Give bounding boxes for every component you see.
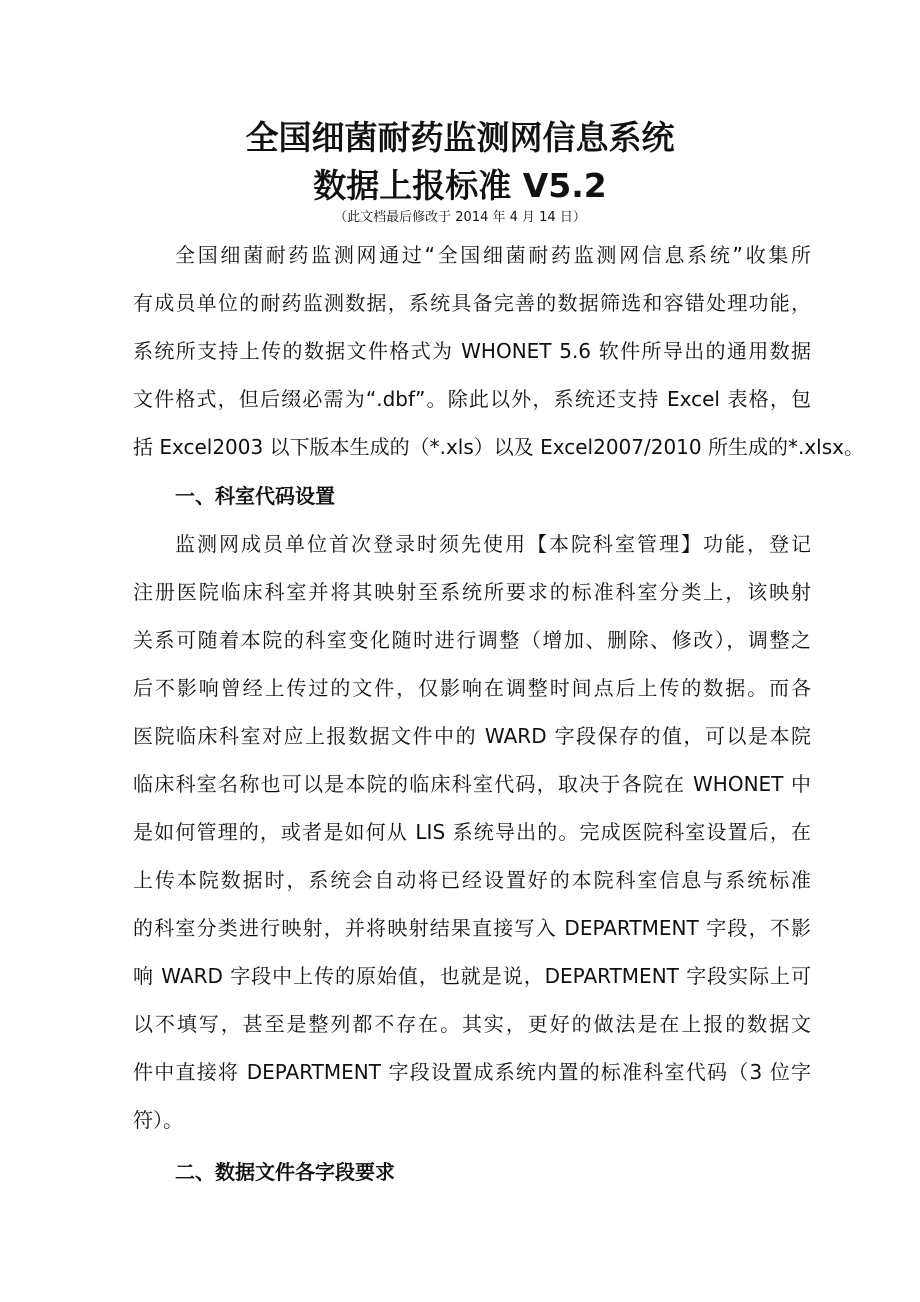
paragraph-line: 是如何管理的，或者是如何从 LIS 系统导出的。完成医院科室设置后，在	[133, 820, 811, 844]
paragraph-line: 有成员单位的耐药监测数据，系统具备完善的数据筛选和容错处理功能，	[133, 291, 811, 315]
paragraph-line: 的科室分类进行映射，并将映射结果直接写入 DEPARTMENT 字段，不影	[133, 916, 811, 940]
paragraph-line: 系统所支持上传的数据文件格式为 WHONET 5.6 软件所导出的通用数据	[133, 339, 811, 363]
paragraph-line: 件中直接将 DEPARTMENT 字段设置成系统内置的标准科室代码（3 位字	[133, 1060, 811, 1084]
document-title: 全国细菌耐药监测网信息系统	[245, 118, 675, 157]
department-paragraph	[133, 520, 811, 1144]
document-modified-date: （此文档最后修改于 2014 年 4 月 14 日）	[334, 210, 586, 225]
paragraph-line: 上传本院数据时，系统会自动将已经设置好的本院科室信息与系统标准	[133, 868, 811, 892]
intro-paragraph	[133, 231, 864, 471]
paragraph-line: 临床科室名称也可以是本院的临床科室代码，取决于各院在 WHONET 中	[133, 772, 811, 796]
document-title-version: 数据上报标准 V5.2	[313, 166, 607, 205]
paragraph-line: 后不影响曾经上传过的文件，仅影响在调整时间点后上传的数据。而各	[133, 676, 811, 700]
paragraph-line: 文件格式，但后缀必需为“.dbf”。除此以外，系统还支持 Excel 表格，包	[133, 387, 811, 411]
paragraph-line: 响 WARD 字段中上传的原始值，也就是说，DEPARTMENT 字段实际上可	[133, 964, 811, 988]
paragraph-line: 以不填写，甚至是整列都不存在。其实，更好的做法是在上报的数据文	[133, 1012, 811, 1036]
paragraph-line: 括 Excel2003 以下版本生成的（*.xls）以及 Excel2007/2010 所生成的*.xlsx。	[133, 435, 864, 459]
paragraph-line: 全国细菌耐药监测网通过“全国细菌耐药监测网信息系统”收集所	[175, 243, 811, 267]
section-heading-field-requirements: 二、数据文件各字段要求	[175, 1160, 395, 1184]
paragraph-line: 符）。	[133, 1108, 183, 1132]
paragraph-line: 监测网成员单位首次登录时须先使用【本院科室管理】功能，登记	[175, 532, 811, 556]
section-heading-department-codes: 一、科室代码设置	[175, 484, 335, 508]
paragraph-line: 注册医院临床科室并将其映射至系统所要求的标准科室分类上，该映射	[133, 580, 811, 604]
paragraph-line: 关系可随着本院的科室变化随时进行调整（增加、删除、修改），调整之	[133, 628, 811, 652]
paragraph-line: 医院临床科室对应上报数据文件中的 WARD 字段保存的值，可以是本院	[133, 724, 811, 748]
